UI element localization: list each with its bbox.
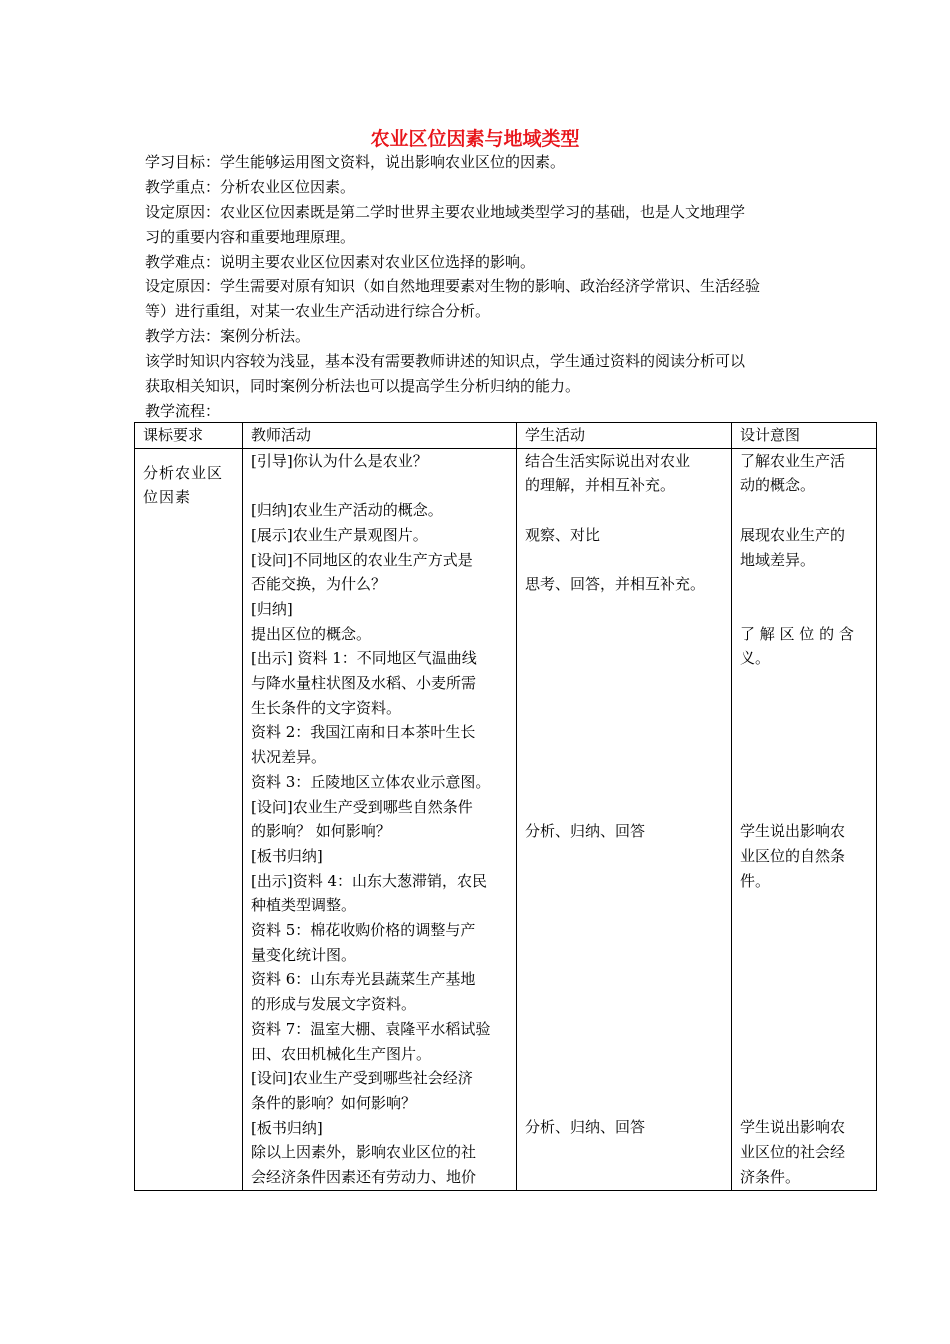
cell-line: 业区位的社会经 [740, 1143, 846, 1162]
page-title: 农业区位因素与地域类型 [370, 128, 580, 150]
cell-line: 学生说出影响农 [740, 822, 846, 841]
cell-line: [设问]不同地区的农业生产方式是 [251, 550, 473, 569]
cell-line: 业区位的自然条 [740, 846, 846, 865]
header-cell: 设计意图 [732, 423, 877, 449]
blank-line [525, 671, 723, 696]
blank-line [525, 893, 723, 918]
cell-line: 资料 7：温室大棚、袁隆平水稻试验 [251, 1019, 491, 1038]
cell-line: [板书归纳] [251, 1118, 323, 1137]
cell-line: 分析、归纳、回答 [525, 1118, 646, 1137]
cell-line: 地域差异。 [740, 550, 816, 569]
intro-line: 学习目标：学生能够运用图文资料，说出影响农业区位的因素。 [145, 153, 566, 171]
blank-line [525, 770, 723, 795]
cell-line: 济条件。 [740, 1167, 801, 1186]
table-header-row [135, 423, 877, 449]
blank-line [740, 794, 868, 819]
cell-line: [出示] 资料 1：不同地区气温曲线 [251, 649, 477, 668]
blank-line [525, 622, 723, 647]
cell-line: 种植类型调整。 [251, 896, 357, 915]
blank-line [740, 967, 868, 992]
cell-line: [设问]农业生产受到哪些社会经济 [251, 1069, 473, 1088]
cell-line: 资料 2：我国江南和日本茶叶生长 [251, 723, 476, 742]
cell-line: 条件的影响？如何影响？ [251, 1093, 417, 1112]
cell-line: 观察、对比 [525, 525, 601, 544]
blank-line [740, 572, 868, 597]
teaching-flow-table [134, 422, 877, 1191]
intro-line: 设定原因：学生需要对原有知识（如自然地理要素对生物的影响、政治经济学常识、生活经验 [145, 277, 761, 295]
student-activity-cell [517, 448, 732, 1190]
blank-line [525, 498, 723, 523]
cell-line: 学生说出影响农 [740, 1118, 846, 1137]
blank-line [525, 868, 723, 893]
blank-line [740, 943, 868, 968]
cell-line: [引导]你认为什么是农业？ [251, 451, 428, 470]
cell-line: 动的概念。 [740, 476, 816, 495]
blank-line [525, 992, 723, 1017]
cell-line: 的理解，并相互补充。 [525, 476, 676, 495]
cell-line: 资料 5：棉花收购价格的调整与产 [251, 921, 476, 940]
cell-line: 展现农业生产的 [740, 525, 846, 544]
header-cell: 教师活动 [243, 423, 517, 449]
intro-line: 教学方法：案例分析法。 [145, 327, 311, 345]
course-requirement-cell [135, 448, 243, 1190]
header-cell: 课标要求 [135, 423, 243, 449]
blank-line [525, 548, 723, 573]
intro-line: 该学时知识内容较为浅显，基本没有需要教师讲述的知识点，学生通过资料的阅读分析可以 [145, 352, 746, 370]
cell-line: 生长条件的文字资料。 [251, 698, 402, 717]
blank-line [525, 794, 723, 819]
blank-line [525, 844, 723, 869]
blank-line [525, 597, 723, 622]
cell-line: 与降水量柱状图及水稻、小麦所需 [251, 674, 477, 693]
cell-line: 除以上因素外，影响农业区位的社 [251, 1143, 477, 1162]
cell-line: 否能交换，为什么？ [251, 575, 387, 594]
blank-line [740, 893, 868, 918]
cell-line: 量变化统计图。 [251, 945, 357, 964]
blank-line [740, 720, 868, 745]
cell-line: 了 解 区 位 的 含 [740, 624, 854, 643]
blank-line [525, 696, 723, 721]
cell-line: 资料 3：丘陵地区立体农业示意图。 [251, 772, 491, 791]
cell-line: 件。 [740, 871, 771, 890]
blank-line [740, 1017, 868, 1042]
cell-line: 田、农田机械化生产图片。 [251, 1044, 432, 1063]
intro-line: 获取相关知识，同时案例分析法也可以提高学生分析归纳的能力。 [145, 377, 581, 395]
cell-line: [归纳]农业生产活动的概念。 [251, 501, 443, 520]
cell-line: [板书归纳] [251, 846, 323, 865]
blank-line [251, 473, 508, 498]
blank-line [740, 696, 868, 721]
cell-line: 了解农业生产活 [740, 451, 846, 470]
blank-line [740, 918, 868, 943]
blank-line [740, 597, 868, 622]
intro-line: 等）进行重组，对某一农业生产活动进行综合分析。 [145, 302, 491, 320]
design-intent-cell [732, 448, 877, 1190]
cell-line: [设问]农业生产受到哪些自然条件 [251, 797, 473, 816]
cell-line: [出示]资料 4：山东大葱滞销，农民 [251, 871, 488, 890]
cell-line: 会经济条件因素还有劳动力、地价 [251, 1168, 477, 1187]
blank-line [525, 967, 723, 992]
blank-line [525, 1017, 723, 1042]
cell-line: 的影响？ 如何影响？ [251, 822, 391, 841]
cell-line: 提出区位的概念。 [251, 624, 372, 643]
cell-line: 结合生活实际说出对农业 [525, 451, 691, 470]
intro-line: 教学重点：分析农业区位因素。 [145, 178, 356, 196]
blank-line [740, 745, 868, 770]
cell-line: 状况差异。 [251, 748, 327, 767]
blank-line [740, 1041, 868, 1066]
blank-line [740, 770, 868, 795]
cell-line: 分析农业区 [143, 463, 224, 482]
cell-line: [归纳] [251, 599, 293, 618]
blank-line [740, 992, 868, 1017]
blank-line [525, 1091, 723, 1116]
table-row [135, 448, 877, 1190]
blank-line [525, 943, 723, 968]
blank-line [740, 498, 868, 523]
intro-line: 教学流程： [145, 402, 221, 420]
blank-line [525, 1066, 723, 1091]
blank-line [525, 1041, 723, 1066]
blank-line [525, 918, 723, 943]
blank-line [740, 1066, 868, 1091]
intro-line: 习的重要内容和重要地理原理。 [145, 228, 356, 246]
cell-line: 的形成与发展文字资料。 [251, 995, 417, 1014]
cell-line: 位因素 [143, 488, 192, 507]
blank-line [740, 671, 868, 696]
blank-line [525, 745, 723, 770]
cell-line: 分析、归纳、回答 [525, 822, 646, 841]
cell-line: 资料 6：山东寿光县蔬菜生产基地 [251, 970, 476, 989]
cell-line: 思考、回答，并相互补充。 [525, 575, 706, 594]
blank-line [525, 720, 723, 745]
blank-line [525, 646, 723, 671]
cell-line: [展示]农业生产景观图片。 [251, 525, 428, 544]
intro-line: 设定原因：农业区位因素既是第二学时世界主要农业地域类型学习的基础，也是人文地理学 [145, 203, 746, 221]
header-cell: 学生活动 [517, 423, 732, 449]
cell-line: 义。 [740, 649, 771, 668]
teacher-activity-cell [243, 448, 517, 1190]
blank-line [740, 1091, 868, 1116]
intro-line: 教学难点：说明主要农业区位因素对农业区位选择的影响。 [145, 253, 536, 271]
